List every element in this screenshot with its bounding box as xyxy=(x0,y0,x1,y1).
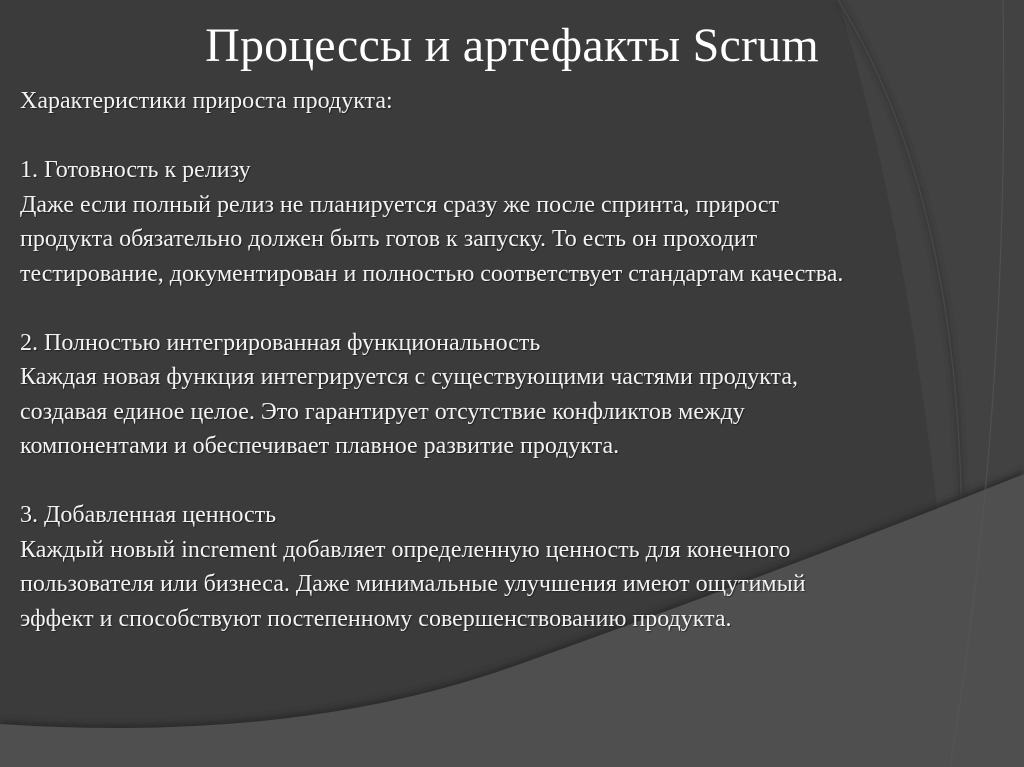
section-release-readiness xyxy=(20,153,1020,291)
section-line: Каждая новая функция интегрируется с существующими частями продукта, xyxy=(20,364,798,390)
section-line: пользователя или бизнеса. Даже минимальные улучшения имеют ощутимый xyxy=(20,571,806,597)
section-line: создавая единое целое. Это гарантирует отсутствие конфликтов между xyxy=(20,398,745,425)
section-line: тестирование, документирован и полностью соответствует стандартам качества. xyxy=(20,260,844,287)
section-added-value xyxy=(20,498,1020,636)
section-line: эффект и способствуют постепенному совершенствованию продукта. xyxy=(20,605,732,632)
section-heading: 2. Полностью интегрированная функциональность xyxy=(20,329,541,356)
section-line: Даже если полный релиз не планируется сразу же после спринта, прирост xyxy=(20,191,780,218)
section-heading: 3. Добавленная ценность xyxy=(20,502,277,528)
section-line: Каждый новый increment добавляет определенную ценность для конечного xyxy=(20,536,791,563)
slide-body xyxy=(20,84,1020,636)
spacer xyxy=(20,464,1020,499)
spacer xyxy=(20,291,1020,326)
section-line: компонентами и обеспечивает плавное развитие продукта. xyxy=(20,433,620,459)
slide-title: Процессы и артефакты Scrum xyxy=(205,19,819,72)
section-line: продукта обязательно должен быть готов к запуску. То есть он проходит xyxy=(20,226,758,252)
intro-text: Характеристики прироста продукта: xyxy=(20,88,393,114)
section-integrated-functionality xyxy=(20,326,1020,464)
spacer xyxy=(20,119,1020,154)
section-heading: 1. Готовность к релизу xyxy=(20,157,251,183)
